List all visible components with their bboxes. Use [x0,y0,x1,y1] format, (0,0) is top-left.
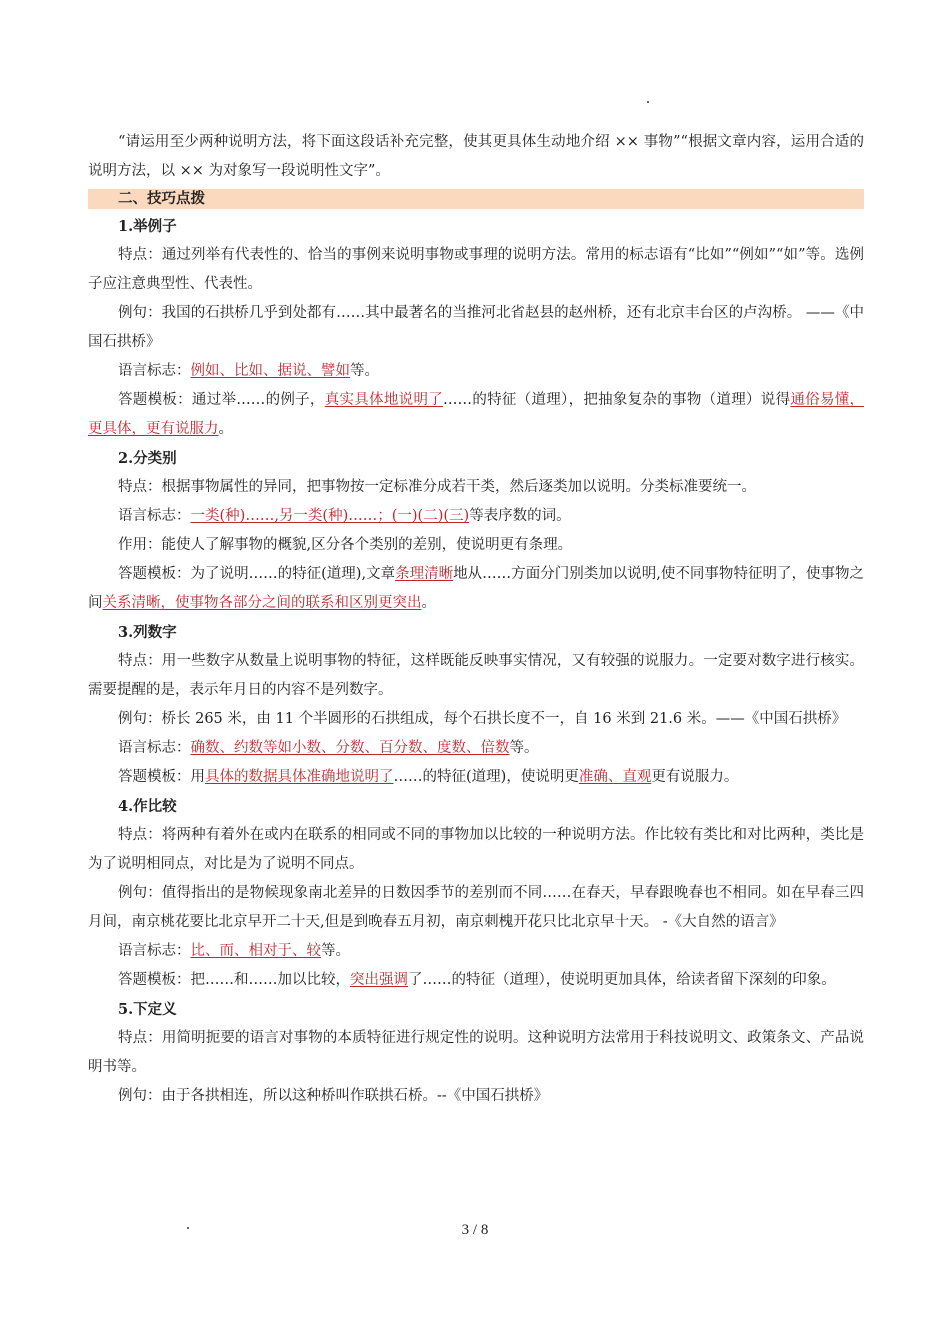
numbers-sentence: 例句：桥长 265 米，由 11 个半圆形的石拱组成，每个石拱长度不一，自 16 米到 21.6 米。——《中国石拱桥》 [118,711,847,727]
comparison-language-markers: 语言标志：比、而、相对于、较等。 [118,943,350,959]
section-heading: 二、技巧点拨 [88,189,864,209]
classification-language-markers: 语言标志：一类(种)……,另一类(种)……；(一)(二)(三)等表序数的词。 [118,508,571,524]
comparison-answer-template: 答题模板：把……和……加以比较，突出强调了……的特征（道理），使说明更加具体，给读者留下深刻的印象。 [118,972,836,988]
heading-numbers: 3.列数字 [118,624,177,641]
comparison-sentence: 例句：值得指出的是物候现象南北差异的日数因季节的差别而不同……在春天，早春跟晚春也不相同。如在早春三四月间，南京桃花要比北京早开二十天,但是到晚春五月初，南京刺槐开花只比北京早十天。 -《大自然的语言》 [88,885,864,930]
definition-sentence: 例句：由于各拱相连，所以这种桥叫作联拱石桥。--《中国石拱桥》 [118,1088,549,1104]
numbers-answer-template: 答题模板：用具体的数据具体准确地说明了……的特征(道理)，使说明更准确、直观更有说服力。 [118,769,739,785]
comparison-feature: 特点：将两种有着外在或内在联系的相同或不同的事物加以比较的一种说明方法。作比较有类比和对比两种，类比是为了说明相同点，对比是为了说明不同点。 [88,827,864,872]
heading-definition: 5.下定义 [118,1001,177,1018]
numbers-language-markers: 语言标志：确数、约数等如小数、分数、百分数、度数、倍数等。 [118,740,539,756]
classification-answer-template: 答题模板：为了说明……的特征(道理),文章条理清晰地从……方面分门别类加以说明,使不同事物特征明了，使事物之间关系清晰，使事物各部分之间的联系和区别更突出。 [88,566,865,611]
heading-examples: 1.举例子 [118,218,177,235]
document-body [88,128,864,1111]
intro-paragraph: “请运用至少两种说明方法，将下面这段话补充完整，使其更具体生动地介绍 ×× 事物”“根据文章内容，运用合适的说明方法，以 ×× 为对象写一段说明性文字”。 [88,134,864,179]
classification-effect: 作用：能使人了解事物的概貌,区分各个类别的差别，使说明更有条理。 [118,537,573,553]
classification-feature: 特点：根据事物属性的异同，把事物按一定标准分成若干类，然后逐类加以说明。分类标准要统一。 [118,479,756,495]
examples-feature: 特点：通过列举有代表性的、恰当的事例来说明事物或事理的说明方法。常用的标志语有“比如”“例如”“如”等。选例子应注意典型性、代表性。 [88,247,864,292]
page-number: 3 / 8 [461,1222,489,1238]
heading-classification: 2.分类别 [118,450,177,467]
examples-sentence: 例句：我国的石拱桥几乎到处都有……其中最著名的当推河北省赵县的赵州桥，还有北京丰台区的卢沟桥。 ——《中国石拱桥》 [88,305,864,350]
corner-dot-top [647,101,649,103]
heading-comparison: 4.作比较 [118,798,177,815]
examples-answer-template: 答题模板：通过举……的例子，真实具体地说明了……的特征（道理），把抽象复杂的事物（道理）说得通俗易懂，更具体，更有说服力。 [88,392,865,437]
numbers-feature: 特点：用一些数字从数量上说明事物的特征，这样既能反映事实情况，又有较强的说服力。一定要对数字进行核实。需要提醒的是，表示年月日的内容不是列数字。 [88,653,864,698]
examples-language-markers: 语言标志：例如、比如、据说、譬如等。 [118,363,379,379]
definition-feature: 特点：用简明扼要的语言对事物的本质特征进行规定性的说明。这种说明方法常用于科技说明文、政策条文、产品说明书等。 [88,1030,864,1075]
